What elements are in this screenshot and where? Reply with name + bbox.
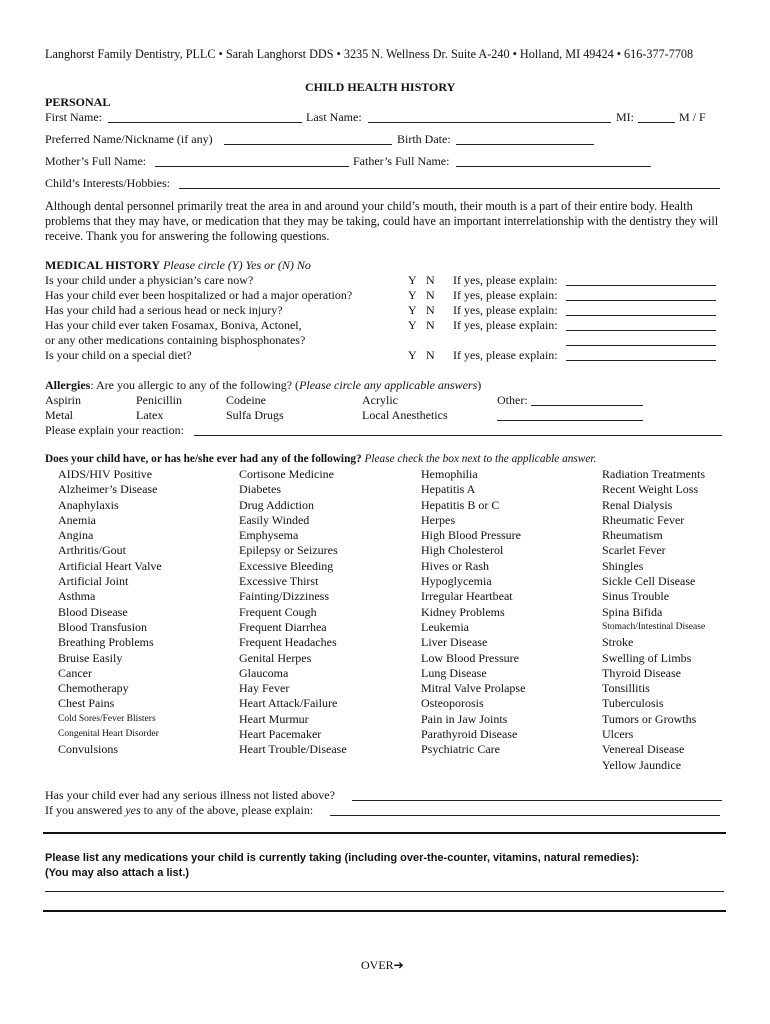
serious-illness-field[interactable] xyxy=(352,800,722,801)
section-divider xyxy=(43,832,726,834)
condition-item[interactable]: Anaphylaxis xyxy=(58,497,119,512)
allergy-latex[interactable]: Latex xyxy=(136,408,164,422)
condition-item[interactable]: Frequent Diarrhea xyxy=(239,619,327,634)
first-name-label: First Name: xyxy=(45,110,102,124)
condition-item[interactable]: Scarlet Fever xyxy=(602,543,666,558)
condition-item[interactable]: Tonsillitis xyxy=(602,681,650,696)
condition-item[interactable]: Cortisone Medicine xyxy=(239,467,334,481)
condition-item[interactable]: Blood Transfusion xyxy=(58,619,148,634)
explain-label: If yes, please explain: xyxy=(453,303,558,317)
condition-item[interactable]: Drug Addiction xyxy=(239,497,314,512)
condition-item[interactable]: Tuberculosis xyxy=(602,696,664,711)
condition-item[interactable]: Stroke xyxy=(602,635,634,650)
no-option[interactable]: N xyxy=(426,348,435,362)
conditions-col-1 xyxy=(58,467,162,758)
condition-item[interactable]: Hemophilia xyxy=(421,467,478,481)
condition-item[interactable]: Hepatitis B or C xyxy=(421,497,500,512)
condition-item[interactable]: Venereal Disease xyxy=(602,742,685,757)
condition-item[interactable]: Swelling of Limbs xyxy=(602,650,692,665)
conditions-col-3 xyxy=(421,467,525,758)
yes-option[interactable]: Y xyxy=(408,348,417,362)
mi-label: MI: xyxy=(616,110,634,124)
condition-item[interactable]: Asthma xyxy=(58,589,96,604)
question-3: Has your child had a serious head or neck injury? xyxy=(45,303,283,317)
condition-item[interactable]: Excessive Bleeding xyxy=(239,558,334,573)
explain-field[interactable] xyxy=(566,330,716,331)
condition-item[interactable]: Ulcers xyxy=(602,727,634,742)
condition-item[interactable]: Irregular Heartbeat xyxy=(421,589,513,604)
allergy-codeine[interactable]: Codeine xyxy=(226,393,266,407)
birth-date-field[interactable] xyxy=(456,144,594,145)
condition-item[interactable]: High Blood Pressure xyxy=(421,528,521,543)
explain-prefix: If you answered xyxy=(45,803,126,817)
explain-suffix: to any of the above, please explain: xyxy=(140,803,314,817)
yes-option[interactable]: Y xyxy=(408,318,417,332)
condition-item[interactable]: Angina xyxy=(58,528,94,543)
yn-row[interactable] xyxy=(408,318,444,333)
page-title: CHILD HEALTH HISTORY xyxy=(305,80,456,94)
condition-item[interactable]: Blood Disease xyxy=(58,604,128,619)
condition-item[interactable]: Yellow Jaundice xyxy=(602,757,682,772)
condition-item[interactable]: Heart Attack/Failure xyxy=(239,696,338,711)
condition-item[interactable]: Spina Bifida xyxy=(602,604,663,619)
condition-item[interactable]: Heart Trouble/Disease xyxy=(239,742,347,757)
preferred-name-field[interactable] xyxy=(224,144,392,145)
condition-item[interactable]: Herpes xyxy=(421,512,455,527)
allergy-other-field-2[interactable] xyxy=(497,420,643,421)
condition-item[interactable]: Rheumatism xyxy=(602,528,663,543)
medical-heading: MEDICAL HISTORY xyxy=(45,258,161,272)
yn-row[interactable] xyxy=(408,303,444,318)
condition-item[interactable]: Breathing Problems xyxy=(58,635,154,650)
condition-item[interactable]: High Cholesterol xyxy=(421,543,504,558)
reaction-field[interactable] xyxy=(194,435,722,436)
medications-field-2[interactable] xyxy=(43,910,726,912)
practice-info: Langhorst Family Dentistry, PLLC • Sarah Langhorst DDS • 3235 N. Wellness Dr. Suite A-240 • Holland, MI 49424 • 616-377-7708 xyxy=(45,47,694,61)
condition-item[interactable]: Renal Dialysis xyxy=(602,497,673,512)
medications-label: Please list any medications your child is currently taking (including over-the-counter, vitamins, natural remedies): xyxy=(45,852,640,864)
yn-row[interactable] xyxy=(408,273,444,288)
condition-item[interactable]: Heart Murmur xyxy=(239,711,309,726)
allergies-heading: Allergies xyxy=(45,378,91,392)
condition-item[interactable]: Shingles xyxy=(602,558,644,573)
condition-item[interactable]: Fainting/Dizziness xyxy=(239,589,329,604)
interests-label: Child’s Interests/Hobbies: xyxy=(45,176,170,190)
condition-item[interactable]: Frequent Headaches xyxy=(239,635,337,650)
condition-item[interactable]: Bruise Easily xyxy=(58,650,123,665)
explain-label: If yes, please explain: xyxy=(453,348,558,362)
conditions-col-2 xyxy=(239,467,347,758)
explain-yes: yes xyxy=(125,803,141,817)
no-option[interactable]: N xyxy=(426,273,435,287)
birth-date-label: Birth Date: xyxy=(397,132,451,146)
question-4-cont: or any other medications containing bisphosphonates? xyxy=(45,333,306,347)
condition-item[interactable]: Diabetes xyxy=(239,482,281,497)
conditions-col-4 xyxy=(602,467,705,773)
condition-item[interactable]: Rheumatic Fever xyxy=(602,512,685,527)
question-4: Has your child ever taken Fosamax, Boniva, Actonel, xyxy=(45,318,302,332)
condition-item[interactable]: Anemia xyxy=(58,512,96,527)
no-option[interactable]: N xyxy=(426,288,435,302)
mi-field[interactable] xyxy=(638,122,675,123)
condition-item[interactable]: Cold Sores/Fever Blisters xyxy=(58,713,156,724)
condition-item[interactable]: Easily Winded xyxy=(239,512,310,527)
question-5: Is your child on a special diet? xyxy=(45,348,192,362)
medical-heading-row xyxy=(45,258,311,273)
explain-field[interactable] xyxy=(566,300,716,301)
explain-above-field[interactable] xyxy=(330,815,720,816)
allergy-other-label: Other: xyxy=(497,393,528,407)
allergy-acrylic[interactable]: Acrylic xyxy=(362,393,398,407)
explain-label: If yes, please explain: xyxy=(453,288,558,302)
conditions-heading-row xyxy=(45,452,596,467)
condition-item[interactable]: Liver Disease xyxy=(421,635,488,650)
explain-field[interactable] xyxy=(566,315,716,316)
condition-item[interactable]: Sickle Cell Disease xyxy=(602,574,696,589)
condition-item[interactable]: Mitral Valve Prolapse xyxy=(421,681,526,696)
allergy-metal[interactable]: Metal xyxy=(45,408,73,422)
allergies-instruction: Please circle any applicable answers xyxy=(299,378,478,392)
condition-item[interactable]: Heart Pacemaker xyxy=(239,727,322,742)
condition-item[interactable]: Osteoporosis xyxy=(421,696,484,711)
condition-item[interactable]: Tumors or Growths xyxy=(602,711,697,726)
condition-item[interactable]: Congenital Heart Disorder xyxy=(58,729,159,740)
explain-field[interactable] xyxy=(566,285,716,286)
first-name-field[interactable] xyxy=(108,122,302,123)
yes-option[interactable]: Y xyxy=(408,273,417,287)
allergies-heading-row xyxy=(45,378,481,393)
condition-item[interactable]: Hay Fever xyxy=(239,681,290,696)
question-2: Has your child ever been hospitalized or had a major operation? xyxy=(45,288,353,302)
yes-option[interactable]: Y xyxy=(408,303,417,317)
explain-above-label xyxy=(45,803,313,818)
condition-item[interactable]: Thyroid Disease xyxy=(602,665,681,680)
over-indicator: OVER➔ xyxy=(361,958,404,972)
condition-item[interactable]: Pain in Jaw Joints xyxy=(421,711,508,726)
allergy-aspirin[interactable]: Aspirin xyxy=(45,393,81,407)
condition-item[interactable]: Arthritis/Gout xyxy=(58,543,126,558)
no-option[interactable]: N xyxy=(426,318,435,332)
condition-item[interactable]: Recent Weight Loss xyxy=(602,482,699,497)
condition-item[interactable]: Hypoglycemia xyxy=(421,574,492,589)
condition-item[interactable]: Radiation Treatments xyxy=(602,467,705,481)
mother-name-label: Mother’s Full Name: xyxy=(45,154,147,168)
condition-item[interactable]: Parathyroid Disease xyxy=(421,727,518,742)
condition-item[interactable]: Emphysema xyxy=(239,528,299,543)
last-name-field[interactable] xyxy=(368,122,611,123)
medications-field[interactable] xyxy=(45,891,724,892)
preferred-name-label: Preferred Name/Nickname (if any) xyxy=(45,132,213,146)
reaction-label: Please explain your reaction: xyxy=(45,423,184,437)
yn-row[interactable] xyxy=(408,288,444,303)
allergy-other-field[interactable] xyxy=(531,405,643,406)
explain-label: If yes, please explain: xyxy=(453,273,558,287)
condition-item[interactable]: Alzheimer’s Disease xyxy=(58,482,158,497)
father-name-label: Father’s Full Name: xyxy=(353,154,450,168)
condition-item[interactable]: Sinus Trouble xyxy=(602,589,670,604)
question-1: Is your child under a physician’s care now? xyxy=(45,273,254,287)
explain-label: If yes, please explain: xyxy=(453,318,558,332)
allergy-local-anesthetics[interactable]: Local Anesthetics xyxy=(362,408,448,422)
condition-item[interactable]: Excessive Thirst xyxy=(239,574,319,589)
conditions-instruction: Please check the box next to the applicable answer. xyxy=(364,453,597,465)
condition-item[interactable]: Chest Pains xyxy=(58,696,115,711)
condition-item[interactable]: Stomach/Intestinal Disease xyxy=(602,621,706,632)
allergy-penicillin[interactable]: Penicillin xyxy=(136,393,182,407)
condition-item[interactable]: Hepatitis A xyxy=(421,482,476,497)
condition-item[interactable]: Cancer xyxy=(58,665,92,680)
condition-item[interactable]: Low Blood Pressure xyxy=(421,650,519,665)
yn-row[interactable] xyxy=(408,348,444,363)
intro-paragraph: Although dental personnel primarily treat the area in and around your child’s mouth, their mouth is a part of their entire body. Health problems that they may have, or medication that they may be taking, could have an important interrelationship with the dentistry they will receive. Thank you for answering the following questions. xyxy=(45,199,719,243)
personal-heading: PERSONAL xyxy=(45,95,111,109)
condition-item[interactable]: Kidney Problems xyxy=(421,604,505,619)
allergy-sulfa-drugs[interactable]: Sulfa Drugs xyxy=(226,408,284,422)
mother-name-field[interactable] xyxy=(155,166,349,167)
condition-item[interactable]: AIDS/HIV Positive xyxy=(58,467,153,481)
yes-option[interactable]: Y xyxy=(408,288,417,302)
explain-field[interactable] xyxy=(566,360,716,361)
condition-item[interactable]: Artificial Heart Valve xyxy=(58,558,162,573)
serious-illness-label: Has your child ever had any serious illness not listed above? xyxy=(45,788,335,802)
father-name-field[interactable] xyxy=(456,166,651,167)
condition-item[interactable]: Genital Herpes xyxy=(239,650,312,665)
condition-item[interactable]: Epilepsy or Seizures xyxy=(239,543,338,558)
allergies-paren: ) xyxy=(477,378,482,392)
sex-options[interactable]: M / F xyxy=(679,110,706,124)
medical-instruction: Please circle (Y) Yes or (N) No xyxy=(163,258,311,272)
last-name-label: Last Name: xyxy=(306,110,362,124)
conditions-question: Does your child have, or has he/she ever had any of the following? xyxy=(45,453,362,465)
condition-item[interactable]: Chemotherapy xyxy=(58,681,129,696)
interests-field[interactable] xyxy=(179,188,720,189)
no-option[interactable]: N xyxy=(426,303,435,317)
allergies-question: : Are you allergic to any of the following? ( xyxy=(90,378,300,392)
condition-item[interactable]: Lung Disease xyxy=(421,665,487,680)
condition-item[interactable]: Leukemia xyxy=(421,619,469,634)
condition-item[interactable]: Psychiatric Care xyxy=(421,742,500,757)
condition-item[interactable]: Glaucoma xyxy=(239,665,289,680)
condition-item[interactable]: Hives or Rash xyxy=(421,558,489,573)
medications-note: (You may also attach a list.) xyxy=(45,867,190,879)
explain-field-cont[interactable] xyxy=(566,345,716,346)
condition-item[interactable]: Frequent Cough xyxy=(239,604,317,619)
condition-item[interactable]: Artificial Joint xyxy=(58,574,129,589)
condition-item[interactable]: Convulsions xyxy=(58,742,119,757)
